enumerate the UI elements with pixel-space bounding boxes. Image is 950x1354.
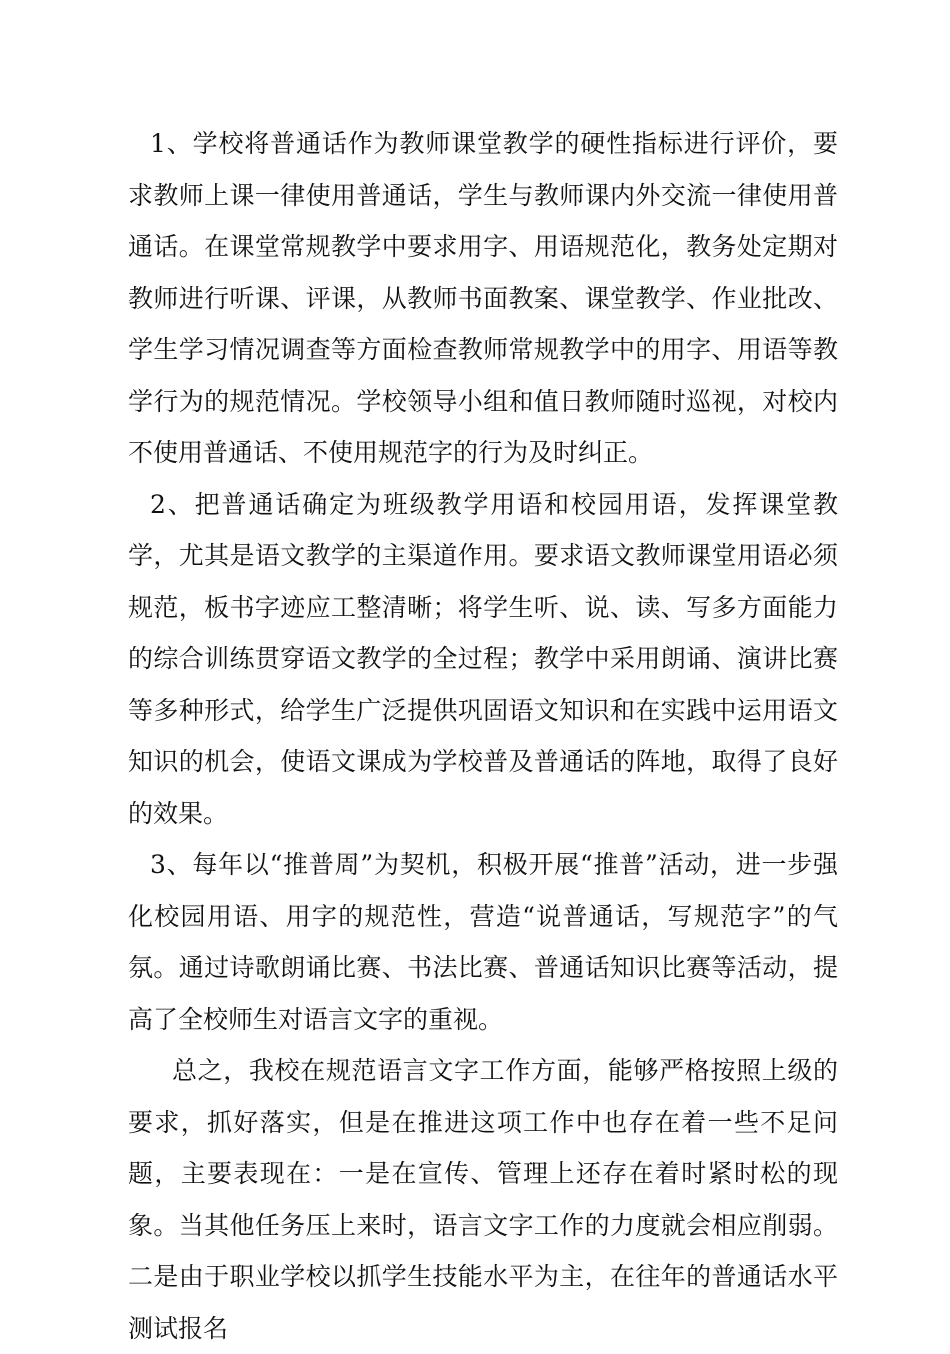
document-body — [128, 118, 838, 1354]
paragraph-2: 2、把普通话确定为班级教学用语和校园用语，发挥课堂教学，尤其是语文教学的主渠道作用。要求语文教师课堂用语必须规范，板书字迹应工整清晰；将学生听、说、读、写多方面能力的综合训练贯穿语文教学的全过程；教学中采用朗诵、演讲比赛等多种形式，给学生广泛提供巩固语文知识和在实践中运用语文知识的机会，使语文课成为学校普及普通话的阵地，取得了良好的效果。 — [128, 489, 838, 828]
paragraph-1: 1、学校将普通话作为教师课堂教学的硬性指标进行评价，要求教师上课一律使用普通话，学生与教师课内外交流一律使用普通话。在课堂常规教学中要求用字、用语规范化，教务处定期对教师进行听课、评课，从教师书面教案、课堂教学、作业批改、学生学习情况调查等方面检查教师常规教学中的用字、用语等教学行为的规范情况。学校领导小组和值日教师随时巡视，对校内不使用普通话、不使用规范字的行为及时纠正。 — [128, 129, 838, 467]
paragraph-3: 3、每年以“推普周”为契机，积极开展“推普”活动，进一步强化校园用语、用字的规范性，营造“说普通话，写规范字”的气氛。通过诗歌朗诵比赛、书法比赛、普通话知识比赛等活动，提高了全校师生对语言文字的重视。 — [128, 850, 838, 1034]
paragraph-4: 总之，我校在规范语言文字工作方面，能够严格按照上级的要求，抓好落实，但是在推进这项工作中也存在着一些不足问题，主要表现在：一是在宣传、管理上还存在着时紧时松的现象。当其他任务压上来时，语言文字工作的力度就会相应削弱。二是由于职业学校以抓学生技能水平为主，在往年的普通话水平测试报名 — [128, 1056, 838, 1343]
